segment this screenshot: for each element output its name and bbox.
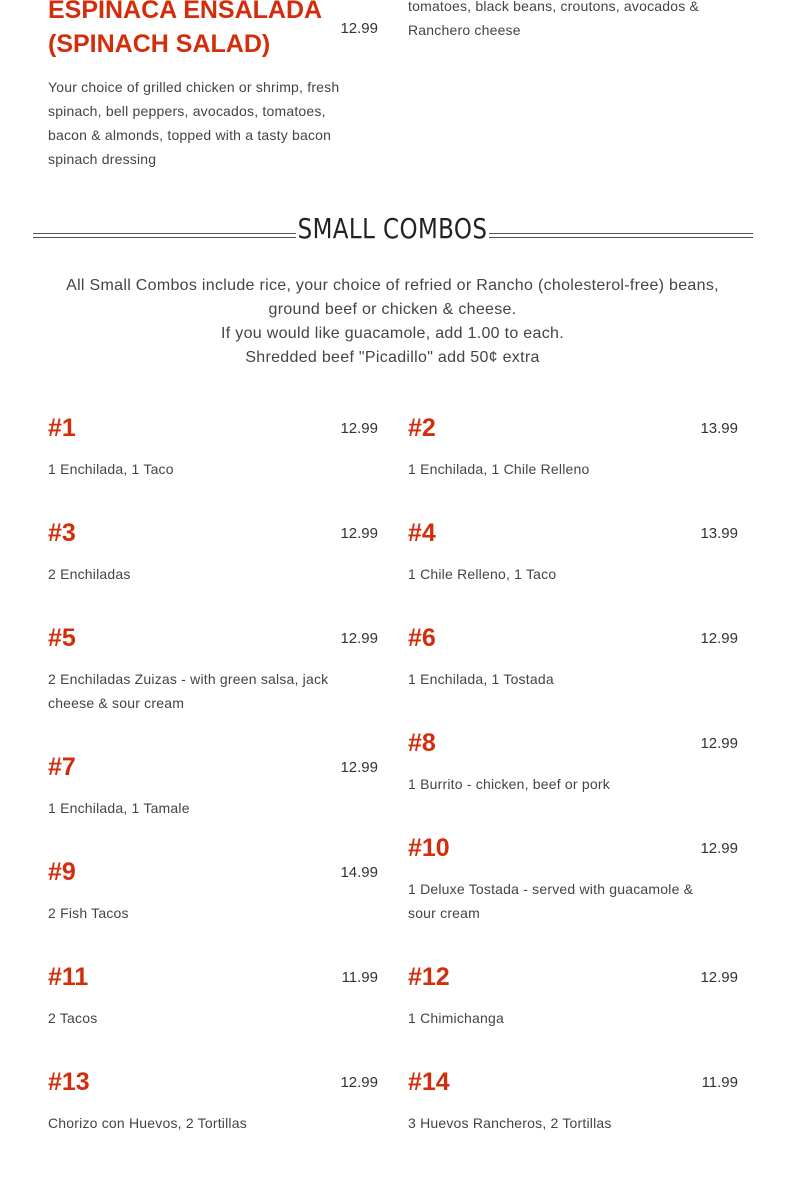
combo-name: #13: [48, 1068, 90, 1096]
menu-item-price: 12.99: [340, 20, 378, 37]
intro-line: If you would like guacamole, add 1.00 to each.: [221, 325, 564, 342]
combo-name: #9: [48, 858, 76, 886]
combo-name: #11: [48, 963, 89, 991]
combo-name: #1: [48, 414, 76, 442]
combo-description: 1 Enchilada, 1 Taco: [48, 461, 174, 477]
section-intro: [40, 274, 745, 370]
combo-price: 12.99: [340, 420, 378, 437]
description-line: spinach, bell peppers, avocados, tomatoes,: [48, 103, 326, 119]
combo-price: 11.99: [341, 969, 378, 986]
combo-price: 12.99: [340, 759, 378, 776]
combo-price: 12.99: [700, 630, 738, 647]
description-line: sour cream: [408, 905, 481, 921]
combo-name: #10: [408, 834, 450, 862]
menu-item-description: [48, 75, 388, 171]
combo-name: #2: [408, 414, 436, 442]
combo-price: 11.99: [701, 1074, 738, 1091]
menu-item-name-line: ESPINACA ENSALADA: [48, 0, 323, 24]
combo-description: 1 Enchilada, 1 Tostada: [408, 671, 554, 687]
combo-price: 13.99: [700, 525, 738, 542]
combo-name: #4: [408, 519, 436, 547]
combo-name: #12: [408, 963, 450, 991]
combo-price: 13.99: [700, 420, 738, 437]
combo-description: [48, 667, 378, 715]
menu-item-name: [48, 0, 322, 61]
combo-description: 1 Enchilada, 1 Tamale: [48, 800, 190, 816]
description-line: 1 Deluxe Tostada - served with guacamole &: [408, 881, 694, 897]
combo-description: [408, 877, 738, 925]
combo-description: 1 Chimichanga: [408, 1010, 504, 1026]
description-line: spinach dressing: [48, 151, 157, 167]
section-title: SMALL COMBOS: [297, 212, 488, 245]
combo-name: #3: [48, 519, 76, 547]
combo-name: #6: [408, 624, 436, 652]
description-line: cheese & sour cream: [48, 695, 185, 711]
combo-description: 1 Burrito - chicken, beef or pork: [408, 776, 610, 792]
description-line: tomatoes, black beans, croutons, avocados &: [408, 0, 700, 14]
combo-name: #5: [48, 624, 76, 652]
combo-description: Chorizo con Huevos, 2 Tortillas: [48, 1115, 247, 1131]
combo-price: 12.99: [700, 735, 738, 752]
intro-line: All Small Combos include rice, your choice of refried or Rancho (cholesterol-free) beans,: [66, 277, 719, 294]
description-line: Your choice of grilled chicken or shrimp, fresh: [48, 79, 340, 95]
menu-item-description: [408, 0, 748, 42]
description-line: Ranchero cheese: [408, 22, 521, 38]
combo-price: 12.99: [700, 969, 738, 986]
combo-price: 12.99: [340, 1074, 378, 1091]
combo-price: 12.99: [700, 840, 738, 857]
intro-line: ground beef or chicken & cheese.: [268, 301, 517, 318]
combo-price: 14.99: [340, 864, 378, 881]
combo-price: 12.99: [340, 630, 378, 647]
description-line: 2 Enchiladas Zuizas - with green salsa, jack: [48, 671, 329, 687]
description-line: bacon & almonds, topped with a tasty bacon: [48, 127, 332, 143]
combo-name: #7: [48, 753, 76, 781]
intro-line: Shredded beef "Picadillo" add 50¢ extra: [245, 349, 540, 366]
combo-description: 2 Enchiladas: [48, 566, 131, 582]
combo-description: 2 Fish Tacos: [48, 905, 129, 921]
combo-price: 12.99: [340, 525, 378, 542]
combo-description: 1 Chile Relleno, 1 Taco: [408, 566, 557, 582]
combo-description: 1 Enchilada, 1 Chile Relleno: [408, 461, 590, 477]
combo-description: 2 Tacos: [48, 1010, 98, 1026]
combo-name: #8: [408, 729, 436, 757]
combo-name: #14: [408, 1068, 450, 1096]
combo-description: 3 Huevos Rancheros, 2 Tortillas: [408, 1115, 612, 1131]
menu-item-name-line: (SPINACH SALAD): [48, 30, 271, 58]
